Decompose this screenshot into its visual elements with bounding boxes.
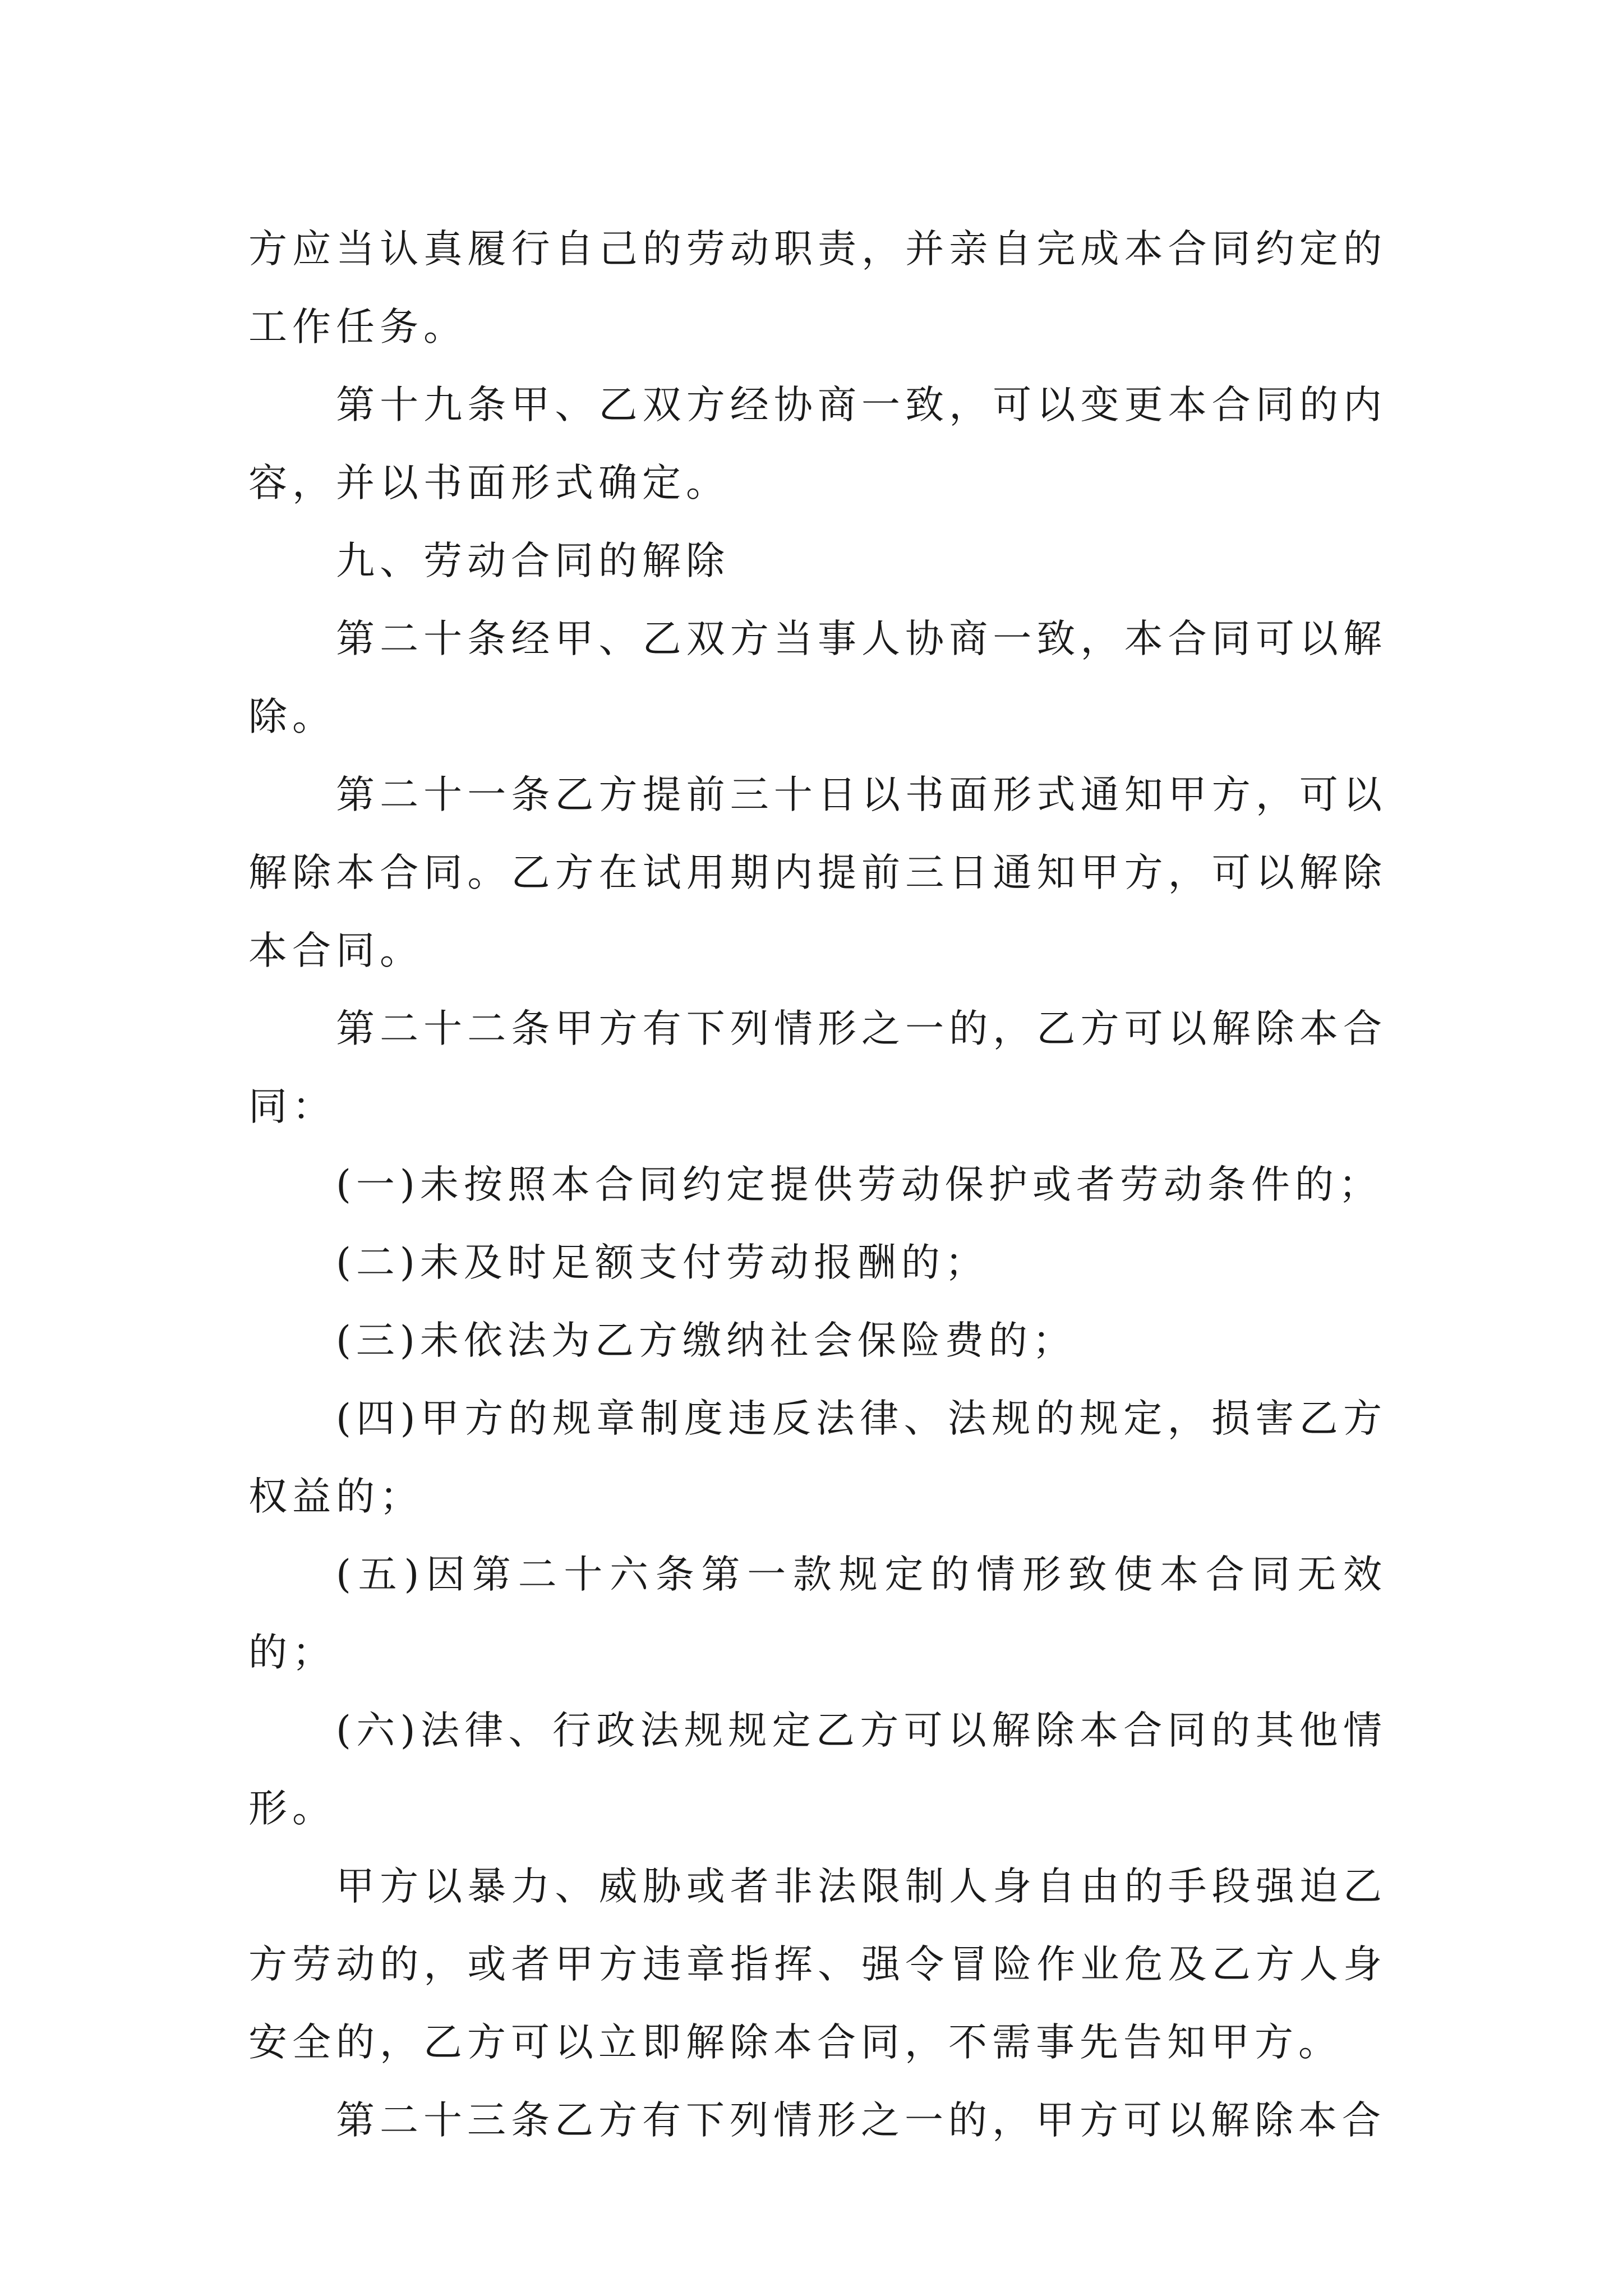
- paragraph-immediate-termination: 甲方以暴力、威胁或者非法限制人身自由的手段强迫乙方劳动的，或者甲方违章指挥、强令冒险作业危及乙方人身安全的，乙方可以立即解除本合同，不需事先告知甲方。: [248, 1864, 1387, 2065]
- list-item-4: (四)甲方的规章制度违反法律、法规的规定，损害乙方权益的；: [248, 1396, 1387, 1519]
- paragraph-continuation: 方应当认真履行自己的劳动职责，并亲自完成本合同约定的工作任务。: [248, 227, 1387, 349]
- list-item-3: (三)未依法为乙方缴纳社会保险费的；: [336, 1318, 1076, 1363]
- list-item-2: (二)未及时足额支付劳动报酬的；: [336, 1240, 989, 1285]
- document-body: [248, 210, 1387, 2160]
- paragraph-article-23: 第二十三条乙方有下列情形之一的，甲方可以解除本合: [336, 2098, 1386, 2143]
- paragraph-article-20: 第二十条经甲、乙双方当事人协商一致，本合同可以解除。: [248, 616, 1387, 739]
- list-item-1: (一)未按照本合同约定提供劳动保护或者劳动条件的；: [336, 1162, 1382, 1207]
- list-item-5: (五)因第二十六条第一款规定的情形致使本合同无效的；: [248, 1552, 1387, 1675]
- paragraph-article-22: 第二十二条甲方有下列情形之一的，乙方可以解除本合同：: [248, 1006, 1387, 1129]
- list-item-6: (六)法律、行政法规规定乙方可以解除本合同的其他情形。: [248, 1708, 1387, 1831]
- paragraph-article-21: 第二十一条乙方提前三十日以书面形式通知甲方，可以解除本合同。乙方在试用期内提前三日通知甲方，可以解除本合同。: [248, 772, 1387, 973]
- paragraph-article-19: 第十九条甲、乙双方经协商一致，可以变更本合同的内容，并以书面形式确定。: [248, 383, 1387, 505]
- section-heading-termination: 九、劳动合同的解除: [336, 539, 730, 583]
